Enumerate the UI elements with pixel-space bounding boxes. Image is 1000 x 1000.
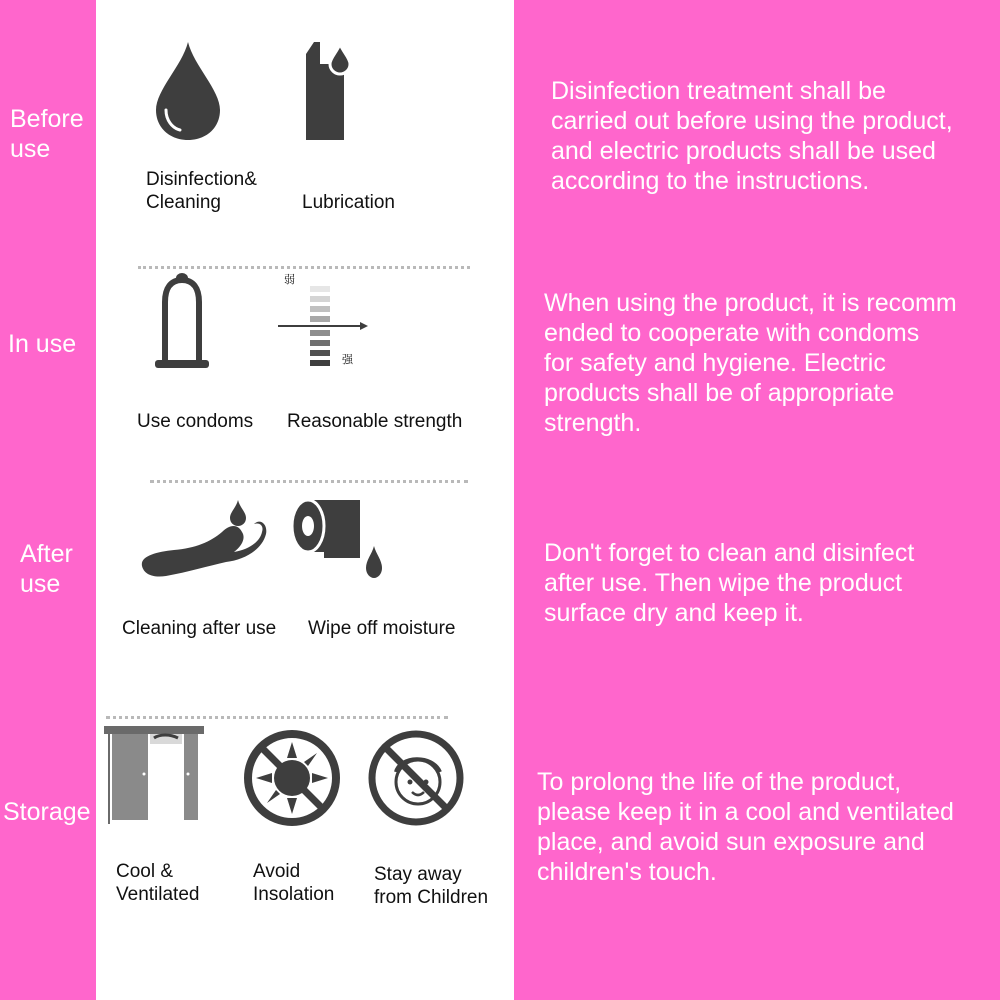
caption-wipe-off-moisture: Wipe off moisture <box>308 618 456 639</box>
caption-lubrication: Lubrication <box>302 192 395 213</box>
description-storage: To prolong the life of the product, please keep it in a cool and ventilated place, and avoid sun exposure and children's touch. <box>537 768 954 886</box>
caption-avoid-insolation: Avoid Insolation <box>253 861 335 905</box>
tissue-roll-icon <box>290 496 386 588</box>
water-drop-icon <box>152 40 224 142</box>
separator-line <box>138 266 470 269</box>
separator-line <box>150 480 468 483</box>
strength-scale-icon <box>276 272 376 372</box>
lubrication-bottle-icon <box>304 40 356 142</box>
caption-use-condoms: Use condoms <box>137 411 254 432</box>
no-sun-icon <box>242 728 342 828</box>
condom-icon <box>155 272 209 370</box>
caption-cool-ventilated: Cool & Ventilated <box>116 861 200 905</box>
section-label-before-use: Before use <box>10 105 84 163</box>
scale-label-strong: 强 <box>342 354 353 366</box>
description-in-use: When using the product, it is recomm ended to cooperate with condoms for safety and hygiene. Electric products shall be of appropriate strength. <box>544 289 957 437</box>
section-label-after-use: After use <box>20 540 73 598</box>
caption-disinfection-cleaning: Disinfection& Cleaning <box>146 169 257 213</box>
description-after-use: Don't forget to clean and disinfect after use. Then wipe the product surface dry and keep it. <box>544 539 915 627</box>
separator-line <box>106 716 448 719</box>
cabinet-icon <box>104 724 204 824</box>
scale-label-weak: 弱 <box>284 274 295 286</box>
caption-cleaning-after-use: Cleaning after use <box>122 618 277 639</box>
section-label-storage: Storage <box>3 798 91 826</box>
caption-reasonable-strength: Reasonable strength <box>287 411 463 432</box>
vibrator-clean-icon <box>138 498 268 580</box>
section-label-in-use: In use <box>8 330 77 358</box>
description-before-use: Disinfection treatment shall be carried out before using the product, and electric products shall be used according to the instructions. <box>551 77 953 195</box>
no-children-icon <box>366 728 466 828</box>
caption-stay-away-from-children: Stay away from Children <box>374 864 489 908</box>
